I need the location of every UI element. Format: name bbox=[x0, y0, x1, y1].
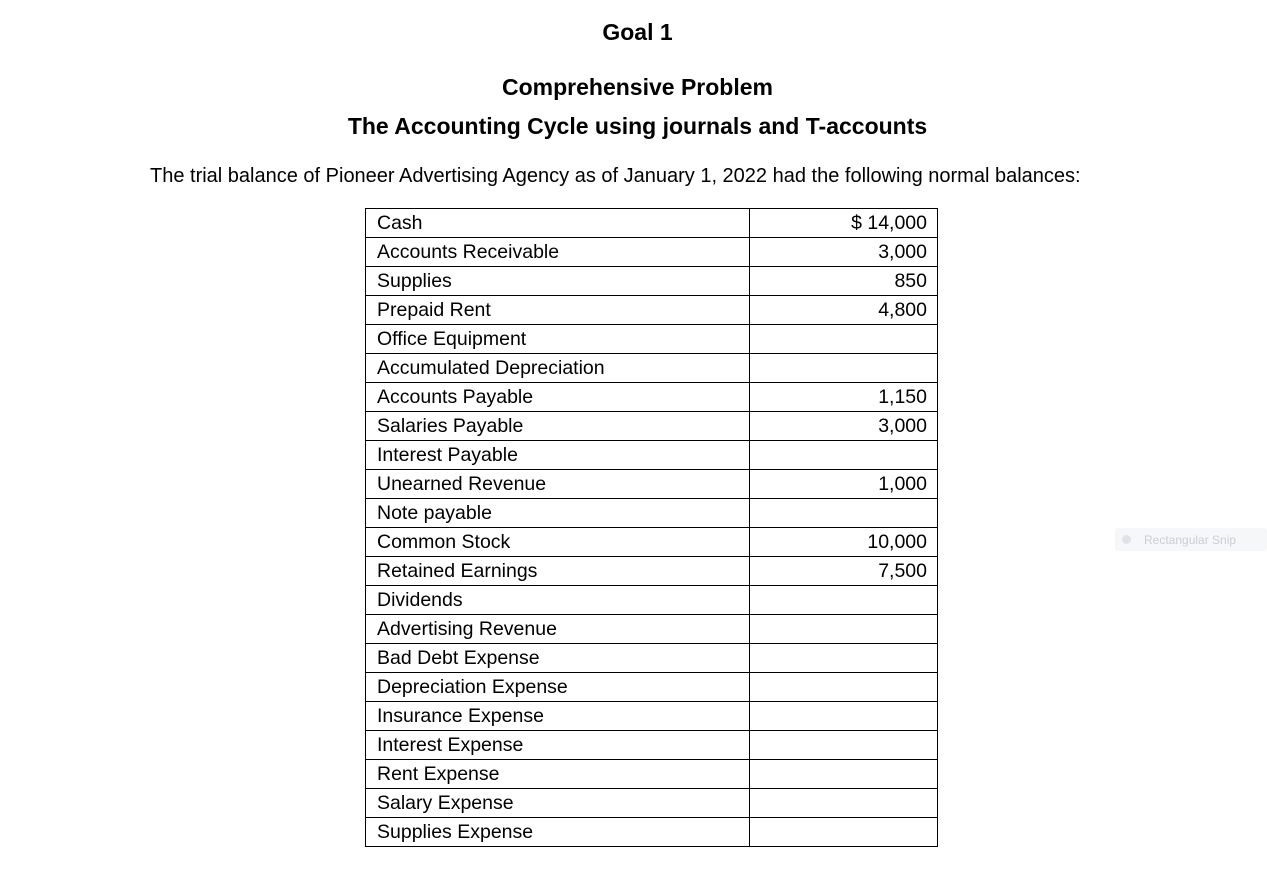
balance-amount-cell: 1,000 bbox=[750, 470, 938, 499]
balance-amount-cell bbox=[750, 731, 938, 760]
snip-mode-icon bbox=[1122, 535, 1131, 544]
account-name-cell: Depreciation Expense bbox=[366, 673, 750, 702]
account-name-cell: Accumulated Depreciation bbox=[366, 354, 750, 383]
table-row bbox=[366, 789, 938, 818]
balance-amount-cell: 850 bbox=[750, 267, 938, 296]
table-row bbox=[366, 499, 938, 528]
table-row bbox=[366, 267, 938, 296]
account-name-cell: Supplies bbox=[366, 267, 750, 296]
account-name-cell: Salary Expense bbox=[366, 789, 750, 818]
table-row bbox=[366, 383, 938, 412]
balance-amount-cell bbox=[750, 615, 938, 644]
account-name-cell: Accounts Payable bbox=[366, 383, 750, 412]
table-row bbox=[366, 760, 938, 789]
balance-amount-cell: 3,000 bbox=[750, 238, 938, 267]
account-name-cell: Insurance Expense bbox=[366, 702, 750, 731]
table-row bbox=[366, 325, 938, 354]
table-row bbox=[366, 586, 938, 615]
balance-amount-cell: 4,800 bbox=[750, 296, 938, 325]
problem-subtitle: The Accounting Cycle using journals and T-accounts bbox=[347, 113, 928, 139]
goal-heading: Goal 1 bbox=[602, 19, 673, 45]
account-name-cell: Prepaid Rent bbox=[366, 296, 750, 325]
account-name-cell: Unearned Revenue bbox=[366, 470, 750, 499]
account-name-cell: Rent Expense bbox=[366, 760, 750, 789]
account-name-cell: Supplies Expense bbox=[366, 818, 750, 847]
balance-amount-cell bbox=[750, 354, 938, 383]
rectangular-snip-tooltip[interactable] bbox=[1115, 528, 1267, 551]
account-name-cell: Advertising Revenue bbox=[366, 615, 750, 644]
table-row bbox=[366, 296, 938, 325]
table-row bbox=[366, 238, 938, 267]
intro-paragraph: The trial balance of Pioneer Advertising Agency as of January 1, 2022 had the following normal balances: bbox=[150, 165, 1081, 187]
table-row bbox=[366, 441, 938, 470]
table-row bbox=[366, 557, 938, 586]
problem-title: Comprehensive Problem bbox=[502, 74, 773, 100]
table-row bbox=[366, 470, 938, 499]
account-name-cell: Interest Expense bbox=[366, 731, 750, 760]
table-row bbox=[366, 412, 938, 441]
balance-amount-cell bbox=[750, 499, 938, 528]
account-name-cell: Interest Payable bbox=[366, 441, 750, 470]
balance-amount-cell bbox=[750, 702, 938, 731]
trial-balance-body bbox=[366, 209, 938, 847]
balance-amount-cell: 10,000 bbox=[750, 528, 938, 557]
balance-amount-cell bbox=[750, 818, 938, 847]
balance-amount-cell bbox=[750, 644, 938, 673]
table-row bbox=[366, 731, 938, 760]
trial-balance-table bbox=[365, 208, 938, 847]
balance-amount-cell bbox=[750, 441, 938, 470]
balance-amount-cell: 3,000 bbox=[750, 412, 938, 441]
table-row bbox=[366, 818, 938, 847]
table-row bbox=[366, 528, 938, 557]
account-name-cell: Retained Earnings bbox=[366, 557, 750, 586]
account-name-cell: Bad Debt Expense bbox=[366, 644, 750, 673]
balance-amount-cell: $ 14,000 bbox=[750, 209, 938, 238]
table-row bbox=[366, 673, 938, 702]
balance-amount-cell: 1,150 bbox=[750, 383, 938, 412]
balance-amount-cell bbox=[750, 789, 938, 818]
snip-tooltip-label: Rectangular Snip bbox=[1144, 532, 1237, 547]
account-name-cell: Dividends bbox=[366, 586, 750, 615]
account-name-cell: Office Equipment bbox=[366, 325, 750, 354]
account-name-cell: Note payable bbox=[366, 499, 750, 528]
balance-amount-cell bbox=[750, 760, 938, 789]
table-row bbox=[366, 615, 938, 644]
account-name-cell: Accounts Receivable bbox=[366, 238, 750, 267]
account-name-cell: Common Stock bbox=[366, 528, 750, 557]
balance-amount-cell bbox=[750, 586, 938, 615]
balance-amount-cell bbox=[750, 673, 938, 702]
account-name-cell: Salaries Payable bbox=[366, 412, 750, 441]
table-row bbox=[366, 702, 938, 731]
table-row bbox=[366, 209, 938, 238]
balance-amount-cell: 7,500 bbox=[750, 557, 938, 586]
balance-amount-cell bbox=[750, 325, 938, 354]
account-name-cell: Cash bbox=[366, 209, 750, 238]
table-row bbox=[366, 644, 938, 673]
table-row bbox=[366, 354, 938, 383]
